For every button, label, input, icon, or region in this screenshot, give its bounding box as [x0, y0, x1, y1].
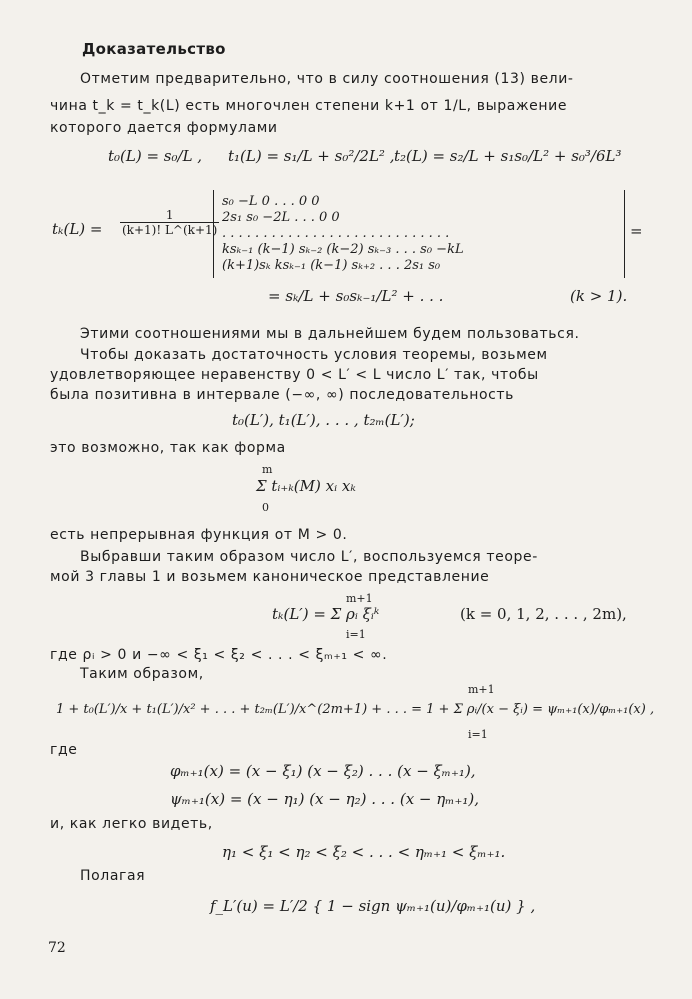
- canonical-representation: tₖ(L′) = Σ ρᵢ ξᵢᵏ: [272, 605, 380, 623]
- where-label: где: [50, 742, 78, 758]
- canon-range: (k = 0, 1, 2, . . . , 2m),: [460, 605, 627, 623]
- tk-condition: (k > 1).: [570, 287, 628, 305]
- form-sum-bottom: 0: [262, 501, 269, 514]
- canon-sum-top: m+1: [346, 592, 373, 605]
- page-number: 72: [48, 940, 66, 956]
- para7: где ρᵢ > 0 и −∞ < ξ₁ < ξ₂ < . . . < ξₘ₊₁ < ∞.: [50, 647, 388, 663]
- series-identity: 1 + t₀(L′)/x + t₁(L′)/x² + . . . + t₂ₘ(L′)/x^(2m+1) + . . . = 1 + Σ ρᵢ/(x − ξᵢ) = ψₘ₊₁(x)/φₘ₊₁(x) ,: [56, 702, 655, 717]
- series-sum-top: m+1: [468, 683, 495, 696]
- series-sum-bottom: i=1: [468, 728, 488, 741]
- canon-sum-bottom: i=1: [346, 628, 366, 641]
- para1-line3: которого дается формулами: [50, 120, 278, 136]
- para6-line2: мой 3 главы 1 и возьмем каноническое представление: [50, 569, 490, 585]
- section-heading: Доказательство: [82, 40, 226, 58]
- para3-line3: была позитивна в интервале (−∞, ∞) последовательность: [50, 387, 515, 403]
- psi-definition: ψₘ₊₁(x) = (x − η₁) (x − η₂) . . . (x − ηₘ₊₁),: [170, 790, 479, 808]
- det-row-2: 2s₁ s₀ −2L . . . 0 0: [222, 210, 340, 225]
- para3-line2: удовлетворяющее неравенству 0 < L′ < L число L′ так, чтобы: [50, 367, 539, 383]
- det-row-1: s₀ −L 0 . . . 0 0: [222, 194, 320, 209]
- para8: Таким образом,: [80, 666, 204, 682]
- interlacing: η₁ < ξ₁ < η₂ < ξ₂ < . . . < ηₘ₊₁ < ξₘ₊₁.: [222, 843, 506, 861]
- sequence: t₀(L′), t₁(L′), . . . , t₂ₘ(L′);: [232, 411, 415, 429]
- para5: есть непрерывная функция от M > 0.: [50, 527, 348, 543]
- det-row-4: ksₖ₋₁ (k−1) sₖ₋₂ (k−2) sₖ₋₃ . . . s₀ −kL: [222, 242, 464, 257]
- tk-lhs: tₖ(L) =: [52, 220, 103, 238]
- para1-line1: Отметим предварительно, что в силу соотношения (13) вели-: [80, 71, 574, 87]
- tk-frac-numerator: 1: [120, 208, 219, 223]
- determinant: [213, 190, 625, 278]
- formula-t1: t₁(L) = s₁/L + s₀²/2L² ,: [228, 147, 395, 165]
- para3-line1: Чтобы доказать достаточность условия теоремы, возьмем: [80, 347, 548, 363]
- det-row-5: (k+1)sₖ ksₖ₋₁ (k−1) sₖ₊₂ . . . 2s₁ s₀: [222, 258, 441, 273]
- form-sum: Σ tᵢ₊ₖ(M) xᵢ xₖ: [256, 477, 356, 495]
- para6-line1: Выбравши таким образом число L′, воспользуемся теоре-: [80, 549, 538, 565]
- det-equals: =: [630, 222, 643, 240]
- final-formula: f_L′(u) = L′/2 { 1 − sign ψₘ₊₁(u)/φₘ₊₁(u) } ,: [210, 897, 536, 915]
- tk-fraction: [120, 208, 219, 237]
- formula-t0: t₀(L) = s₀/L ,: [108, 147, 203, 165]
- para2: Этими соотношениями мы в дальнейшем будем пользоваться.: [80, 326, 580, 342]
- tk-expansion: = sₖ/L + s₀sₖ₋₁/L² + . . .: [268, 287, 444, 305]
- para4: это возможно, так как форма: [50, 440, 286, 456]
- formula-t2: t₂(L) = s₂/L + s₁s₀/L² + s₀³/6L³: [394, 147, 622, 165]
- tk-frac-denominator: (k+1)! L^(k+1): [122, 223, 218, 237]
- para1-line2: чина t_k = t_k(L) есть многочлен степени k+1 от 1/L, выражение: [50, 98, 568, 114]
- form-sum-top: m: [262, 463, 273, 476]
- det-row-3: . . . . . . . . . . . . . . . . . . . . . . . . . . . .: [222, 226, 450, 241]
- para10: Полагая: [80, 868, 146, 884]
- para9: и, как легко видеть,: [50, 816, 213, 832]
- phi-definition: φₘ₊₁(x) = (x − ξ₁) (x − ξ₂) . . . (x − ξₘ₊₁),: [170, 762, 476, 780]
